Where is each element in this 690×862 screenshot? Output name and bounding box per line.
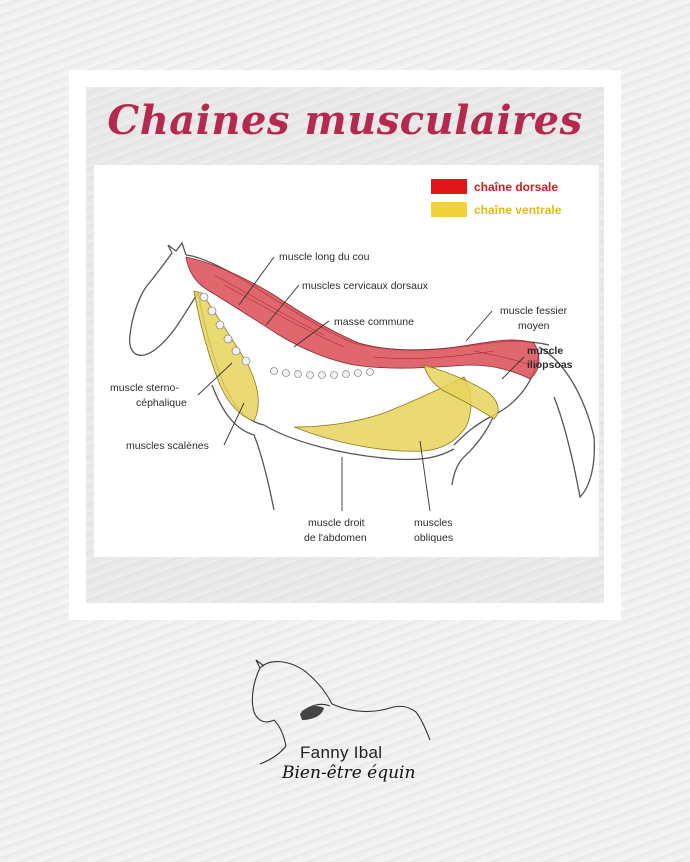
logo-name: Fanny Ibal <box>300 743 383 762</box>
legend-swatch-ventral <box>431 202 467 217</box>
logo-tagline: Bien-être équin <box>282 763 416 783</box>
legend-swatch-dorsal <box>431 179 467 194</box>
horse-anatomy-svg <box>94 165 599 557</box>
label-scalenes: muscles scalènes <box>126 440 209 452</box>
label-fessier-1: muscle fessier <box>500 305 568 317</box>
label-iliopsoas-2: iliopsoas <box>527 359 573 371</box>
muscle-chain-diagram <box>94 165 599 557</box>
label-droit-1: muscle droit <box>308 517 365 529</box>
content-panel <box>86 87 604 603</box>
label-iliopsoas-1: muscle <box>527 345 564 357</box>
label-masse-commune: masse commune <box>334 316 414 328</box>
label-long-du-cou: muscle long du cou <box>279 251 370 263</box>
label-droit-2: de l'abdomen <box>304 532 367 544</box>
label-obliques-2: obliques <box>414 532 454 544</box>
label-obliques-1: muscles <box>414 517 453 529</box>
image-frame <box>69 70 621 620</box>
page-title: Chaines musculaires <box>107 97 583 144</box>
label-sterno-2: céphalique <box>136 397 187 409</box>
label-cervicaux-dorsaux: muscles cervicaux dorsaux <box>302 280 429 292</box>
legend-label-ventral: chaîne ventrale <box>474 203 562 217</box>
label-sterno-1: muscle sterno- <box>110 382 179 394</box>
legend-label-dorsal: chaîne dorsale <box>474 180 559 194</box>
label-fessier-2: moyen <box>518 320 550 332</box>
